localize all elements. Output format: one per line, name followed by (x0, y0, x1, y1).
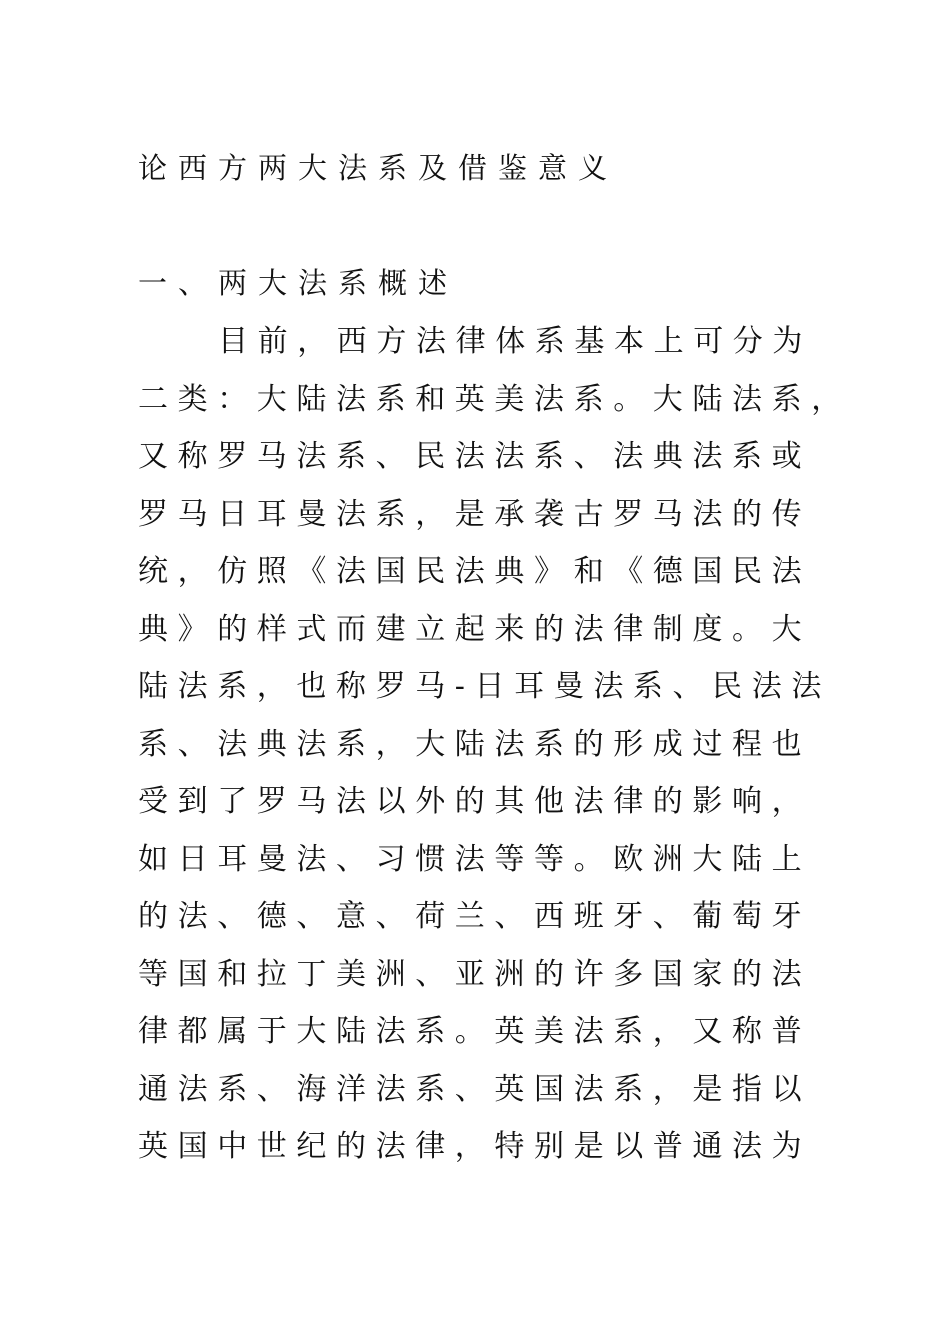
paragraph-line: 的法、德、意、荷兰、西班牙、葡萄牙 (138, 899, 812, 934)
paragraph-line: 目前，西方法律体系基本上可分为 (218, 324, 812, 359)
paragraph-line: 陆法系，也称罗马-日耳曼法系、民法法 (138, 669, 831, 704)
paragraph-line: 系、法典法系，大陆法系的形成过程也 (138, 726, 812, 762)
paragraph-line: 通法系、海洋法系、英国法系，是指以 (138, 1071, 812, 1107)
paragraph-line: 如日耳曼法、习惯法等等。欧洲大陆上 (138, 841, 812, 877)
paragraph-line: 受到了罗马法以外的其他法律的影响， (138, 784, 812, 819)
paragraph-line: 律都属于大陆法系。英美法系，又称普 (138, 1014, 812, 1049)
paragraph-line: 罗马日耳曼法系，是承袭古罗马法的传 (138, 496, 812, 532)
paragraph-line: 等国和拉丁美洲、亚洲的许多国家的法 (138, 956, 812, 992)
document-title: 论西方两大法系及借鉴意义 (138, 151, 619, 185)
body-paragraph (138, 320, 858, 1183)
paragraph-line: 又称罗马法系、民法法系、法典法系或 (138, 439, 812, 474)
section-heading: 一、两大法系概述 (138, 266, 459, 300)
paragraph-line: 典》的样式而建立起来的法律制度。大 (138, 611, 812, 647)
paragraph-line: 统，仿照《法国民法典》和《德国民法 (138, 554, 812, 589)
paragraph-line: 英国中世纪的法律，特别是以普通法为 (138, 1129, 812, 1164)
paragraph-line: 二类：大陆法系和英美法系。大陆法系， (138, 381, 851, 417)
